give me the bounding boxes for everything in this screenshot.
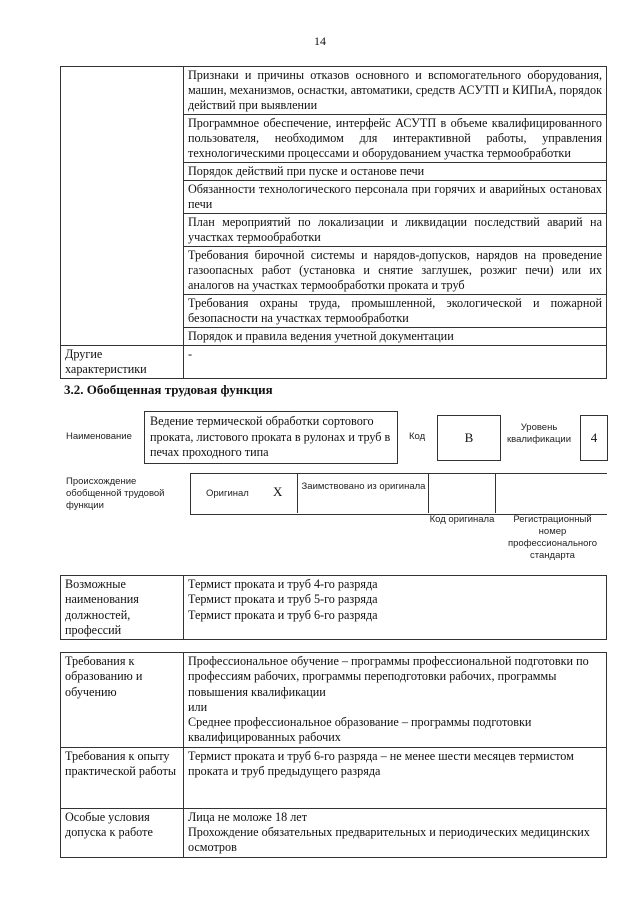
divider xyxy=(428,473,429,513)
original-label: Оригинал xyxy=(206,488,249,499)
position-item: Термист проката и труб 5-го разряда xyxy=(188,592,378,607)
position-item: Термист проката и труб 4-го разряда xyxy=(188,577,378,591)
special-line: Прохождение обязательных предварительных и периодических медицинских осмотров xyxy=(188,825,590,855)
name-value-box xyxy=(144,411,398,464)
divider xyxy=(495,473,496,513)
experience-value: Термист проката и труб 6-го разряда – не менее шести месяцев термистом проката и труб предыдущего разряда xyxy=(184,747,607,808)
other-characteristics-value: - xyxy=(184,346,607,379)
empty-label-cell xyxy=(61,67,184,346)
borrowed-label: Заимствовано из оригинала xyxy=(301,481,426,492)
special-conditions-values xyxy=(184,808,607,857)
page-number: 14 xyxy=(314,34,326,48)
divider xyxy=(297,473,298,513)
reg-number-label: Регистрационный номер профессионального стандарта xyxy=(508,514,597,561)
positions-table xyxy=(60,575,607,640)
education-line: Профессиональное обучение – программы профессиональной подготовки по профессиям рабочих, программы переподготовки рабочих, программы повышения квалификации xyxy=(188,654,589,699)
code-original-label: Код оригинала xyxy=(429,514,495,525)
knowledge-row: Порядок и правила ведения учетной документации xyxy=(184,328,607,346)
code-label: Код xyxy=(409,431,426,442)
knowledge-row: План мероприятий по локализации и ликвидации последствий аварий на участках термообработки xyxy=(184,214,607,247)
special-conditions-label: Особые условия допуска к работе xyxy=(61,808,184,857)
knowledge-table xyxy=(60,66,607,379)
section-title: 3.2. Обобщенная трудовая функция xyxy=(64,382,273,397)
name-value: Ведение термической обработки сортового проката, листового проката в рулонах и труб в печах проходного типа xyxy=(150,414,391,459)
other-characteristics-label: Другие характеристики xyxy=(61,346,184,379)
knowledge-row: Обязанности технологического персонала при горячих и аварийных остановах печи xyxy=(184,181,607,214)
level-value: 4 xyxy=(580,415,608,461)
experience-label: Требования к опыту практической работы xyxy=(61,747,184,808)
position-item: Термист проката и труб 6-го разряда xyxy=(188,607,378,622)
positions-values xyxy=(184,576,607,640)
level-label: Уровень квалификации xyxy=(506,422,572,445)
name-label: Наименование xyxy=(66,431,132,442)
code-value: B xyxy=(437,415,501,461)
education-line: Среднее профессиональное образование – программы подготовки квалифицированных рабочих xyxy=(188,715,532,745)
education-values xyxy=(184,653,607,748)
education-label: Требования к образованию и обучению xyxy=(61,653,184,748)
special-line: Лица не моложе 18 лет xyxy=(188,809,308,824)
origin-label: Происхождение обобщенной трудовой функции xyxy=(66,476,165,511)
positions-label: Возможные наименования должностей, профессий xyxy=(61,576,184,640)
original-mark: X xyxy=(273,484,283,499)
knowledge-row: Порядок действий при пуске и останове печи xyxy=(184,163,607,181)
origin-box xyxy=(190,473,607,515)
requirements-table xyxy=(60,652,607,858)
knowledge-row: Требования бирочной системы и нарядов-допусков, нарядов на проведение газоопасных работ (установка и снятие заглушек, розжиг печи) или их аналогов на участках термообработки проката и труб xyxy=(184,247,607,295)
knowledge-row: Программное обеспечение, интерфейс АСУТП в объеме квалифицированного пользователя, необходимом для интерактивной работы, управления технологическими процессами и оборудованием участка термообработки xyxy=(184,115,607,163)
knowledge-row: Признаки и причины отказов основного и вспомогательного оборудования, машин, механизмов, оснастки, автоматики, средств АСУТП и КИПиА, порядок действий при выявлении xyxy=(184,67,607,115)
education-line: или xyxy=(188,699,208,714)
knowledge-row: Требования охраны труда, промышленной, экологической и пожарной безопасности на участках термообработки xyxy=(184,295,607,328)
